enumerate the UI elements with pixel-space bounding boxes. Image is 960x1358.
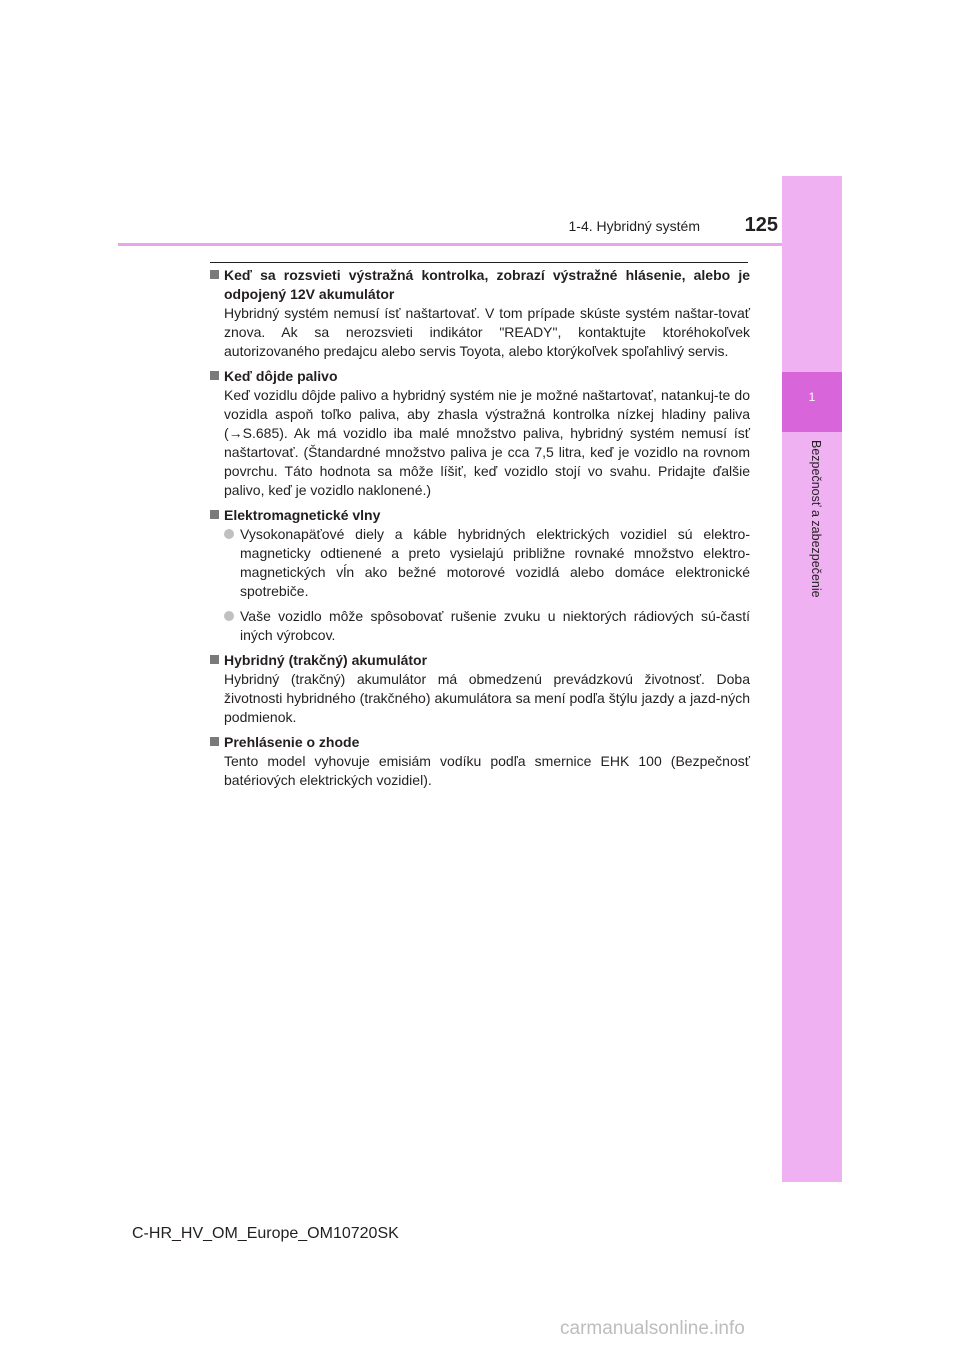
header-divider bbox=[118, 243, 782, 246]
round-bullet-icon bbox=[224, 529, 234, 539]
section-heading: Elektromagnetické vlny bbox=[224, 507, 381, 523]
chapter-side-tab bbox=[782, 176, 842, 1182]
page-content bbox=[210, 266, 750, 796]
section-heading: Keď sa rozsvieti výstražná kontrolka, zobrazí výstražné hlásenie, alebo je odpojený 12V akumulátor bbox=[224, 267, 750, 302]
chapter-label: Bezpečnosť a zabezpečenie bbox=[809, 440, 823, 598]
section-electromagnetic-waves bbox=[210, 506, 750, 645]
section-hybrid-battery bbox=[210, 651, 750, 727]
section-heading: Keď dôjde palivo bbox=[224, 368, 338, 384]
section-body: Hybridný (trakčný) akumulátor má obmedzenú prevádzkovú životnosť. Doba životnosti hybridného (trakčného) akumulátora sa mení podľa štýlu jazdy a jazd-ných podmienok. bbox=[224, 671, 750, 725]
square-bullet-icon bbox=[210, 270, 219, 279]
square-bullet-icon bbox=[210, 737, 219, 746]
square-bullet-icon bbox=[210, 371, 219, 380]
document-code: C-HR_HV_OM_Europe_OM10720SK bbox=[132, 1225, 399, 1242]
round-bullet-icon bbox=[224, 611, 234, 621]
list-item bbox=[224, 607, 750, 645]
section-out-of-fuel bbox=[210, 367, 750, 500]
list-item-text: Vaše vozidlo môže spôsobovať rušenie zvuku u niektorých rádiových sú-častí iných výrobcov. bbox=[240, 608, 750, 643]
list-item-text: Vysokonapäťové diely a káble hybridných elektrických vozidiel sú elektro-magneticky odtienené a preto vysielajú približne rovnaké množstvo elektro-magnetických vĺn ako bežné motorové vozidlá alebo domáce elektronické spotrebiče. bbox=[240, 526, 750, 599]
section-title: 1-4. Hybridný systém bbox=[568, 218, 700, 234]
section-body: Keď vozidlu dôjde palivo a hybridný systém nie je možné naštartovať, natankuj-te do vozidla aspoň toľko paliva, aby zhasla výstražná kontrolka nízkej hladiny paliva (→S.685). Ak má vozidlo iba malé množstvo paliva, hybridný systém nemusí ísť naštartovať. (Štandardné množstvo paliva je cca 7,5 litra, keď je vozidlo na rovnom povrchu. Táto hodnota sa môže líšiť, keď vozidlo stojí vo svahu. Pridajte ďalšie palivo, keď je vozidlo naklonené.) bbox=[224, 387, 750, 498]
section-body: Hybridný systém nemusí ísť naštartovať. V tom prípade skúste systém naštar-tovať znova. Ak sa nerozsvieti indikátor "READY", kontaktujte ktoréhokoľvek autorizovaného predajcu alebo servis Toyota, alebo ktorýkoľvek spoľahlivý servis. bbox=[224, 305, 750, 359]
page-number: 125 bbox=[744, 214, 778, 236]
section-warning-light bbox=[210, 266, 750, 361]
section-heading: Prehlásenie o zhode bbox=[224, 734, 360, 750]
section-body: Tento model vyhovuje emisiám vodíku podľa smernice EHK 100 (Bezpečnosť batériových elektrických vozidiel). bbox=[224, 753, 750, 788]
square-bullet-icon bbox=[210, 655, 219, 664]
chapter-number: 1 bbox=[808, 390, 816, 404]
square-bullet-icon bbox=[210, 510, 219, 519]
section-declaration-of-conformity bbox=[210, 733, 750, 790]
watermark-link[interactable]: carmanualsonline.info bbox=[560, 1318, 745, 1339]
list-item bbox=[224, 525, 750, 601]
section-heading: Hybridný (trakčný) akumulátor bbox=[224, 652, 428, 668]
content-top-rule bbox=[210, 262, 748, 263]
